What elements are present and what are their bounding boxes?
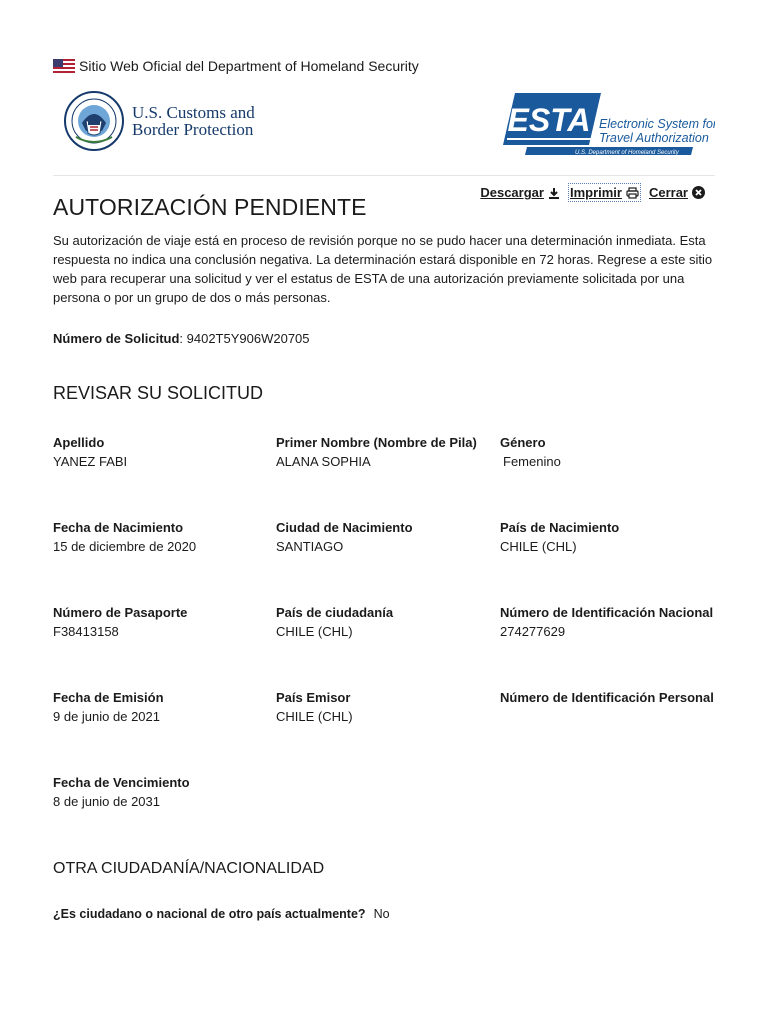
field-citizenship-country <box>276 603 393 641</box>
cbp-line2: Border Protection <box>132 120 254 139</box>
field-birth-country <box>500 518 619 556</box>
download-icon <box>548 187 560 199</box>
field-label: Fecha de Vencimiento <box>53 775 190 790</box>
review-heading: REVISAR SU SOLICITUD <box>53 383 264 403</box>
print-label: Imprimir <box>569 185 622 200</box>
field-value: 15 de diciembre de 2020 <box>53 539 197 554</box>
esta-line2: Travel Authorization <box>599 131 709 145</box>
field-label: Fecha de Emisión <box>53 690 164 705</box>
question-answer: No <box>373 907 390 921</box>
field-label: País Emisor <box>276 690 351 705</box>
field-label: Número de Identificación Nacional <box>500 605 714 620</box>
us-flag-icon <box>53 59 75 73</box>
field-label: Ciudad de Nacimiento <box>276 520 413 535</box>
field-value: Femenino <box>503 454 561 469</box>
question-label: ¿Es ciudadano o nacional de otro país actualmente? <box>53 907 366 921</box>
esta-mark-text: ESTA <box>507 102 591 138</box>
page-actions <box>480 185 705 200</box>
page-title: AUTORIZACIÓN PENDIENTE <box>53 194 367 220</box>
field-value: 9 de junio de 2021 <box>53 709 160 724</box>
field-national-id <box>500 603 713 641</box>
other-citizenship-question <box>53 907 390 921</box>
banner-text: Sitio Web Oficial del Department of Homeland Security <box>79 58 419 74</box>
cbp-line1: U.S. Customs and <box>132 103 255 122</box>
field-value: CHILE (CHL) <box>276 624 353 639</box>
download-label: Descargar <box>480 185 544 200</box>
field-label: Número de Pasaporte <box>53 605 188 620</box>
field-passport-number <box>53 603 187 641</box>
field-label: Fecha de Nacimiento <box>53 520 184 535</box>
close-label: Cerrar <box>648 185 688 200</box>
status-description: Su autorización de viaje está en proceso de revisión porque no se pudo hacer una determinación inmediata. Esta respuesta no indica una conclusión negativa. La determinación estará disponible en 72 horas. Regrese a este sitio web para recuperar una solicitud y ver el estatus de ESTA de una autorización previamente solicitada por una persona o por un grupo de dos o más personas. <box>53 233 713 305</box>
field-gender <box>500 433 561 471</box>
field-label: Género <box>500 435 546 450</box>
esta-line3: U.S. Department of Homeland Security <box>575 150 679 156</box>
field-label: Apellido <box>53 435 105 450</box>
application-number-value: 9402T5Y906W20705 <box>186 331 310 346</box>
cbp-logo[interactable] <box>64 91 255 151</box>
field-surname <box>53 433 127 471</box>
field-value: CHILE (CHL) <box>276 709 353 724</box>
field-label: Número de Identificación Personal <box>500 690 714 705</box>
field-label: País de Nacimiento <box>500 520 620 535</box>
field-issuing-country <box>276 688 353 726</box>
application-number-label: Número de Solicitud <box>53 331 180 346</box>
field-value: 274277629 <box>500 624 566 639</box>
other-citizenship-heading: OTRA CIUDADANÍA/NACIONALIDAD <box>53 860 325 877</box>
close-circle-icon <box>692 186 705 199</box>
field-birth-date <box>53 518 196 556</box>
field-value: CHILE (CHL) <box>500 539 577 554</box>
field-birth-city <box>276 518 413 556</box>
download-link[interactable] <box>480 185 560 200</box>
esta-line1: Electronic System for <box>599 117 715 131</box>
close-link[interactable] <box>649 185 705 200</box>
field-value: SANTIAGO <box>276 539 344 554</box>
field-expiry-date <box>53 773 190 811</box>
field-personal-id <box>500 688 714 707</box>
esta-logo[interactable] <box>503 91 715 157</box>
field-label: Primer Nombre (Nombre de Pila) <box>276 435 477 450</box>
esta-emblem-icon <box>503 91 715 157</box>
print-link[interactable] <box>570 185 639 200</box>
header-divider <box>53 175 715 176</box>
field-label: País de ciudadanía <box>276 605 394 620</box>
field-value: F38413158 <box>53 624 119 639</box>
printer-icon <box>626 187 639 199</box>
application-number: Número de Solicitud: 9402T5Y906W20705 <box>53 331 310 346</box>
field-value: ALANA SOPHIA <box>276 454 371 469</box>
dhs-seal-icon <box>64 91 124 151</box>
official-site-banner <box>53 57 419 75</box>
field-first-name <box>276 433 477 471</box>
field-value: YANEZ FABI <box>53 454 128 469</box>
field-value: 8 de junio de 2031 <box>53 794 160 809</box>
field-issue-date <box>53 688 164 726</box>
